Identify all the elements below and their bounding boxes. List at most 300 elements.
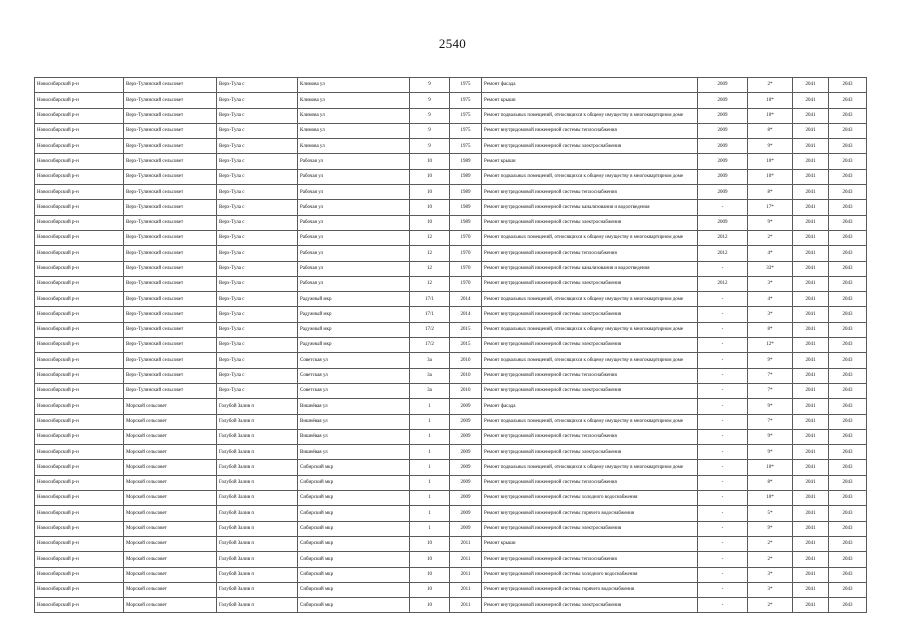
house-number-cell: 1: [410, 429, 450, 444]
wear-percent-cell: 8*: [748, 185, 793, 200]
district-cell: Новосибирский р-н: [35, 353, 124, 368]
plan-start-year-cell: 2041: [793, 460, 829, 475]
district-cell: Новосибирский р-н: [35, 567, 124, 582]
plan-end-year-cell: 2043: [829, 383, 867, 398]
settlement-council-cell: Морской сельсовет: [124, 475, 217, 490]
build-year-cell: 2011: [450, 536, 482, 551]
settlement-council-cell: Верх-Тулинский сельсовет: [124, 93, 217, 108]
last-repair-year-cell: 2009: [698, 123, 748, 138]
last-repair-year-cell: -: [698, 567, 748, 582]
last-repair-year-cell: 2012: [698, 230, 748, 245]
build-year-cell: 2009: [450, 521, 482, 536]
build-year-cell: 1989: [450, 169, 482, 184]
house-number-cell: 12: [410, 261, 450, 276]
locality-cell: Голубой Залив п: [217, 506, 298, 521]
build-year-cell: 1989: [450, 185, 482, 200]
settlement-council-cell: Морской сельсовет: [124, 414, 217, 429]
settlement-council-cell: Верх-Тулинский сельсовет: [124, 338, 217, 353]
plan-start-year-cell: 2041: [793, 108, 829, 123]
build-year-cell: 2009: [450, 506, 482, 521]
wear-percent-cell: 2*: [748, 536, 793, 551]
table-row: [35, 567, 867, 582]
table-row: [35, 460, 867, 475]
plan-end-year-cell: 2043: [829, 338, 867, 353]
house-number-cell: 10: [410, 215, 450, 230]
plan-end-year-cell: 2043: [829, 353, 867, 368]
plan-end-year-cell: 2043: [829, 276, 867, 291]
locality-cell: Голубой Залив п: [217, 414, 298, 429]
settlement-council-cell: Верх-Тулинский сельсовет: [124, 368, 217, 383]
locality-cell: Верх-Тула с: [217, 246, 298, 261]
district-cell: Новосибирский р-н: [35, 552, 124, 567]
work-type-cell: Ремонт внутридомовой инженерной системы холодного водоснабжения: [482, 567, 698, 582]
street-cell: Радужный мкр: [298, 322, 410, 337]
work-type-cell: Ремонт внутридомовой инженерной системы канализования и водоотведения: [482, 261, 698, 276]
table-row: [35, 368, 867, 383]
settlement-council-cell: Верх-Тулинский сельсовет: [124, 322, 217, 337]
plan-end-year-cell: 2043: [829, 322, 867, 337]
work-type-cell: Ремонт подвальных помещений, относящихся к общему имуществу в многоквартирном доме: [482, 353, 698, 368]
street-cell: Сибирский мкр: [298, 475, 410, 490]
settlement-council-cell: Верх-Тулинский сельсовет: [124, 261, 217, 276]
wear-percent-cell: 12*: [748, 338, 793, 353]
street-cell: Советская ул: [298, 368, 410, 383]
wear-percent-cell: 10*: [748, 460, 793, 475]
locality-cell: Верх-Тула с: [217, 383, 298, 398]
build-year-cell: 2010: [450, 383, 482, 398]
street-cell: Климова ул: [298, 108, 410, 123]
street-cell: Сибирский мкр: [298, 552, 410, 567]
wear-percent-cell: 7*: [748, 383, 793, 398]
house-number-cell: 3а: [410, 368, 450, 383]
plan-end-year-cell: 2043: [829, 460, 867, 475]
table-row: [35, 383, 867, 398]
work-type-cell: Ремонт фасада: [482, 399, 698, 414]
table-row: [35, 353, 867, 368]
table-row: [35, 598, 867, 613]
wear-percent-cell: 9*: [748, 215, 793, 230]
last-repair-year-cell: -: [698, 383, 748, 398]
last-repair-year-cell: -: [698, 399, 748, 414]
work-type-cell: Ремонт внутридомовой инженерной системы электроснабжения: [482, 276, 698, 291]
house-number-cell: 9: [410, 108, 450, 123]
settlement-council-cell: Морской сельсовет: [124, 567, 217, 582]
build-year-cell: 2009: [450, 460, 482, 475]
build-year-cell: 2011: [450, 582, 482, 597]
house-number-cell: 10: [410, 598, 450, 613]
plan-end-year-cell: 2043: [829, 139, 867, 154]
wear-percent-cell: 10*: [748, 154, 793, 169]
work-type-cell: Ремонт внутридомовой инженерной системы холодного водоснабжения: [482, 491, 698, 506]
house-number-cell: 9: [410, 123, 450, 138]
work-type-cell: Ремонт внутридомовой инженерной системы теплоснабжения: [482, 123, 698, 138]
plan-start-year-cell: 2041: [793, 123, 829, 138]
settlement-council-cell: Морской сельсовет: [124, 506, 217, 521]
plan-end-year-cell: 2043: [829, 292, 867, 307]
last-repair-year-cell: -: [698, 429, 748, 444]
locality-cell: Верх-Тула с: [217, 307, 298, 322]
street-cell: Сибирский мкр: [298, 491, 410, 506]
settlement-council-cell: Верх-Тулинский сельсовет: [124, 276, 217, 291]
work-type-cell: Ремонт внутридомовой инженерной системы электроснабжения: [482, 383, 698, 398]
street-cell: Вишнёвая ул: [298, 429, 410, 444]
table-row: [35, 292, 867, 307]
locality-cell: Голубой Залив п: [217, 552, 298, 567]
wear-percent-cell: 3*: [748, 567, 793, 582]
table-row: [35, 261, 867, 276]
district-cell: Новосибирский р-н: [35, 200, 124, 215]
plan-start-year-cell: 2041: [793, 491, 829, 506]
locality-cell: Голубой Залив п: [217, 582, 298, 597]
plan-start-year-cell: 2041: [793, 521, 829, 536]
work-type-cell: Ремонт подвальных помещений, относящихся к общему имуществу в многоквартирном доме: [482, 230, 698, 245]
work-type-cell: Ремонт подвальных помещений, относящихся к общему имуществу в многоквартирном доме: [482, 108, 698, 123]
last-repair-year-cell: 2012: [698, 246, 748, 261]
plan-start-year-cell: 2041: [793, 215, 829, 230]
street-cell: Сибирский мкр: [298, 506, 410, 521]
wear-percent-cell: 10*: [748, 108, 793, 123]
plan-start-year-cell: 2041: [793, 445, 829, 460]
locality-cell: Верх-Тула с: [217, 93, 298, 108]
house-number-cell: 9: [410, 139, 450, 154]
last-repair-year-cell: -: [698, 322, 748, 337]
build-year-cell: 1970: [450, 246, 482, 261]
work-type-cell: Ремонт внутридомовой инженерной системы электроснабжения: [482, 521, 698, 536]
settlement-council-cell: Верх-Тулинский сельсовет: [124, 383, 217, 398]
table-row: [35, 521, 867, 536]
plan-end-year-cell: 2043: [829, 414, 867, 429]
plan-end-year-cell: 2043: [829, 230, 867, 245]
plan-start-year-cell: 2041: [793, 230, 829, 245]
plan-end-year-cell: 2043: [829, 123, 867, 138]
plan-start-year-cell: 2041: [793, 414, 829, 429]
table-row: [35, 215, 867, 230]
plan-start-year-cell: 2041: [793, 276, 829, 291]
district-cell: Новосибирский р-н: [35, 521, 124, 536]
house-number-cell: 12: [410, 276, 450, 291]
house-number-cell: 1: [410, 475, 450, 490]
work-type-cell: Ремонт фасада: [482, 78, 698, 93]
wear-percent-cell: 10*: [748, 491, 793, 506]
last-repair-year-cell: -: [698, 460, 748, 475]
locality-cell: Голубой Залив п: [217, 429, 298, 444]
locality-cell: Верх-Тула с: [217, 123, 298, 138]
wear-percent-cell: 5*: [748, 506, 793, 521]
street-cell: Сибирский мкр: [298, 521, 410, 536]
build-year-cell: 2009: [450, 429, 482, 444]
plan-start-year-cell: 2041: [793, 93, 829, 108]
house-number-cell: 17/2: [410, 338, 450, 353]
settlement-council-cell: Верх-Тулинский сельсовет: [124, 353, 217, 368]
house-number-cell: 1: [410, 506, 450, 521]
district-cell: Новосибирский р-н: [35, 185, 124, 200]
wear-percent-cell: 8*: [748, 123, 793, 138]
work-type-cell: Ремонт внутридомовой инженерной системы электроснабжения: [482, 215, 698, 230]
build-year-cell: 1975: [450, 78, 482, 93]
plan-end-year-cell: 2043: [829, 552, 867, 567]
table-row: [35, 322, 867, 337]
plan-end-year-cell: 2043: [829, 78, 867, 93]
district-cell: Новосибирский р-н: [35, 154, 124, 169]
plan-start-year-cell: 2041: [793, 185, 829, 200]
table-row: [35, 93, 867, 108]
settlement-council-cell: Верх-Тулинский сельсовет: [124, 108, 217, 123]
street-cell: Рабочая ул: [298, 185, 410, 200]
locality-cell: Голубой Залив п: [217, 475, 298, 490]
plan-end-year-cell: 2043: [829, 445, 867, 460]
build-year-cell: 1975: [450, 108, 482, 123]
house-number-cell: 1: [410, 399, 450, 414]
plan-end-year-cell: 2043: [829, 582, 867, 597]
work-type-cell: Ремонт внутридомовой инженерной системы электроснабжения: [482, 445, 698, 460]
last-repair-year-cell: 2009: [698, 78, 748, 93]
settlement-council-cell: Морской сельсовет: [124, 460, 217, 475]
table-row: [35, 506, 867, 521]
wear-percent-cell: 9*: [748, 521, 793, 536]
district-cell: Новосибирский р-н: [35, 230, 124, 245]
last-repair-year-cell: -: [698, 414, 748, 429]
locality-cell: Голубой Залив п: [217, 521, 298, 536]
settlement-council-cell: Морской сельсовет: [124, 491, 217, 506]
street-cell: Сибирский мкр: [298, 598, 410, 613]
house-number-cell: 10: [410, 154, 450, 169]
locality-cell: Голубой Залив п: [217, 598, 298, 613]
work-type-cell: Ремонт внутридомовой инженерной системы теплоснабжения: [482, 368, 698, 383]
house-number-cell: 3а: [410, 353, 450, 368]
build-year-cell: 1989: [450, 200, 482, 215]
district-cell: Новосибирский р-н: [35, 261, 124, 276]
table-row: [35, 582, 867, 597]
build-year-cell: 2009: [450, 445, 482, 460]
build-year-cell: 2011: [450, 598, 482, 613]
district-cell: Новосибирский р-н: [35, 123, 124, 138]
district-cell: Новосибирский р-н: [35, 445, 124, 460]
district-cell: Новосибирский р-н: [35, 322, 124, 337]
house-number-cell: 1: [410, 521, 450, 536]
street-cell: Рабочая ул: [298, 169, 410, 184]
build-year-cell: 1975: [450, 123, 482, 138]
build-year-cell: 2011: [450, 567, 482, 582]
last-repair-year-cell: -: [698, 353, 748, 368]
plan-end-year-cell: 2043: [829, 368, 867, 383]
table-row: [35, 230, 867, 245]
house-number-cell: 1: [410, 445, 450, 460]
plan-end-year-cell: 2043: [829, 108, 867, 123]
locality-cell: Голубой Залив п: [217, 460, 298, 475]
street-cell: Климова ул: [298, 78, 410, 93]
build-year-cell: 1970: [450, 230, 482, 245]
settlement-council-cell: Морской сельсовет: [124, 399, 217, 414]
plan-start-year-cell: 2041: [793, 429, 829, 444]
house-number-cell: 1: [410, 460, 450, 475]
last-repair-year-cell: 2009: [698, 108, 748, 123]
work-type-cell: Ремонт внутридомовой инженерной системы электроснабжения: [482, 307, 698, 322]
plan-start-year-cell: 2041: [793, 169, 829, 184]
district-cell: Новосибирский р-н: [35, 475, 124, 490]
plan-end-year-cell: 2043: [829, 200, 867, 215]
street-cell: Рабочая ул: [298, 276, 410, 291]
locality-cell: Верх-Тула с: [217, 169, 298, 184]
table-row: [35, 246, 867, 261]
wear-percent-cell: 10*: [748, 169, 793, 184]
table-row: [35, 491, 867, 506]
table-row: [35, 78, 867, 93]
locality-cell: Верх-Тула с: [217, 230, 298, 245]
work-type-cell: Ремонт крыши: [482, 154, 698, 169]
settlement-council-cell: Верх-Тулинский сельсовет: [124, 215, 217, 230]
wear-percent-cell: 33*: [748, 261, 793, 276]
district-cell: Новосибирский р-н: [35, 246, 124, 261]
locality-cell: Верх-Тула с: [217, 261, 298, 276]
street-cell: Радужный мкр: [298, 307, 410, 322]
wear-percent-cell: 2*: [748, 78, 793, 93]
street-cell: Радужный мкр: [298, 338, 410, 353]
street-cell: Вишнёвая ул: [298, 399, 410, 414]
wear-percent-cell: 4*: [748, 246, 793, 261]
last-repair-year-cell: 2009: [698, 185, 748, 200]
plan-end-year-cell: 2043: [829, 475, 867, 490]
build-year-cell: 2009: [450, 491, 482, 506]
page-number: 2540: [438, 36, 467, 51]
table-row: [35, 429, 867, 444]
locality-cell: Верх-Тула с: [217, 292, 298, 307]
last-repair-year-cell: 2012: [698, 276, 748, 291]
locality-cell: Верх-Тула с: [217, 78, 298, 93]
wear-percent-cell: 3*: [748, 307, 793, 322]
build-year-cell: 2015: [450, 322, 482, 337]
wear-percent-cell: 9*: [748, 429, 793, 444]
plan-end-year-cell: 2043: [829, 246, 867, 261]
street-cell: Сибирский мкр: [298, 567, 410, 582]
table-row: [35, 536, 867, 551]
build-year-cell: 2010: [450, 368, 482, 383]
table-row: [35, 414, 867, 429]
build-year-cell: 2014: [450, 292, 482, 307]
house-number-cell: 9: [410, 93, 450, 108]
street-cell: Сибирский мкр: [298, 460, 410, 475]
work-type-cell: Ремонт внутридомовой инженерной системы теплоснабжения: [482, 429, 698, 444]
plan-end-year-cell: 2043: [829, 169, 867, 184]
wear-percent-cell: 3*: [748, 276, 793, 291]
settlement-council-cell: Верх-Тулинский сельсовет: [124, 292, 217, 307]
table-body: [35, 78, 867, 613]
last-repair-year-cell: -: [698, 491, 748, 506]
plan-start-year-cell: 2041: [793, 353, 829, 368]
wear-percent-cell: 2*: [748, 552, 793, 567]
district-cell: Новосибирский р-н: [35, 108, 124, 123]
build-year-cell: 1970: [450, 261, 482, 276]
plan-end-year-cell: 2043: [829, 93, 867, 108]
wear-percent-cell: 7*: [748, 368, 793, 383]
work-type-cell: Ремонт внутридомовой инженерной системы теплоснабжения: [482, 246, 698, 261]
plan-start-year-cell: 2041: [793, 139, 829, 154]
street-cell: Рабочая ул: [298, 261, 410, 276]
house-number-cell: 10: [410, 567, 450, 582]
work-type-cell: Ремонт внутридомовой инженерной системы горячего водоснабжения: [482, 582, 698, 597]
last-repair-year-cell: -: [698, 338, 748, 353]
house-number-cell: 17/2: [410, 322, 450, 337]
locality-cell: Верх-Тула с: [217, 154, 298, 169]
district-cell: Новосибирский р-н: [35, 383, 124, 398]
last-repair-year-cell: 2009: [698, 215, 748, 230]
street-cell: Климова ул: [298, 93, 410, 108]
work-type-cell: Ремонт крыши: [482, 93, 698, 108]
settlement-council-cell: Верх-Тулинский сельсовет: [124, 307, 217, 322]
last-repair-year-cell: -: [698, 598, 748, 613]
street-cell: Советская ул: [298, 353, 410, 368]
table-row: [35, 338, 867, 353]
house-number-cell: 10: [410, 552, 450, 567]
table-row: [35, 123, 867, 138]
build-year-cell: 2014: [450, 307, 482, 322]
district-cell: Новосибирский р-н: [35, 292, 124, 307]
house-number-cell: 10: [410, 582, 450, 597]
house-number-cell: 12: [410, 246, 450, 261]
wear-percent-cell: 8*: [748, 322, 793, 337]
plan-start-year-cell: 2041: [793, 383, 829, 398]
plan-end-year-cell: 2043: [829, 154, 867, 169]
build-year-cell: 1989: [450, 215, 482, 230]
plan-end-year-cell: 2043: [829, 491, 867, 506]
plan-start-year-cell: 2041: [793, 246, 829, 261]
street-cell: Климова ул: [298, 123, 410, 138]
plan-start-year-cell: 2041: [793, 567, 829, 582]
locality-cell: Верх-Тула с: [217, 353, 298, 368]
district-cell: Новосибирский р-н: [35, 338, 124, 353]
wear-percent-cell: 3*: [748, 582, 793, 597]
last-repair-year-cell: -: [698, 445, 748, 460]
plan-start-year-cell: 2041: [793, 261, 829, 276]
locality-cell: Верх-Тула с: [217, 215, 298, 230]
last-repair-year-cell: -: [698, 582, 748, 597]
plan-start-year-cell: 2041: [793, 598, 829, 613]
last-repair-year-cell: 2009: [698, 93, 748, 108]
wear-percent-cell: 10*: [748, 93, 793, 108]
plan-start-year-cell: 2041: [793, 506, 829, 521]
work-type-cell: Ремонт подвальных помещений, относящихся к общему имуществу в многоквартирном доме: [482, 414, 698, 429]
work-type-cell: Ремонт подвальных помещений, относящихся к общему имуществу в многоквартирном доме: [482, 169, 698, 184]
last-repair-year-cell: -: [698, 536, 748, 551]
settlement-council-cell: Морской сельсовет: [124, 536, 217, 551]
table-row: [35, 399, 867, 414]
wear-percent-cell: 9*: [748, 445, 793, 460]
plan-end-year-cell: 2043: [829, 307, 867, 322]
last-repair-year-cell: -: [698, 307, 748, 322]
plan-start-year-cell: 2041: [793, 154, 829, 169]
locality-cell: Голубой Залив п: [217, 567, 298, 582]
district-cell: Новосибирский р-н: [35, 169, 124, 184]
street-cell: Сибирский мкр: [298, 582, 410, 597]
plan-start-year-cell: 2041: [793, 536, 829, 551]
plan-end-year-cell: 2043: [829, 506, 867, 521]
settlement-council-cell: Морской сельсовет: [124, 582, 217, 597]
house-number-cell: 1: [410, 414, 450, 429]
build-year-cell: 1989: [450, 154, 482, 169]
wear-percent-cell: 17*: [748, 200, 793, 215]
wear-percent-cell: 2*: [748, 230, 793, 245]
work-type-cell: Ремонт подвальных помещений, относящихся к общему имуществу в многоквартирном доме: [482, 322, 698, 337]
table-row: [35, 108, 867, 123]
table-row: [35, 552, 867, 567]
house-number-cell: 10: [410, 536, 450, 551]
district-cell: Новосибирский р-н: [35, 582, 124, 597]
district-cell: Новосибирский р-н: [35, 93, 124, 108]
plan-start-year-cell: 2041: [793, 399, 829, 414]
table-row: [35, 169, 867, 184]
work-type-cell: Ремонт крыши: [482, 536, 698, 551]
locality-cell: Верх-Тула с: [217, 368, 298, 383]
locality-cell: Верх-Тула с: [217, 276, 298, 291]
